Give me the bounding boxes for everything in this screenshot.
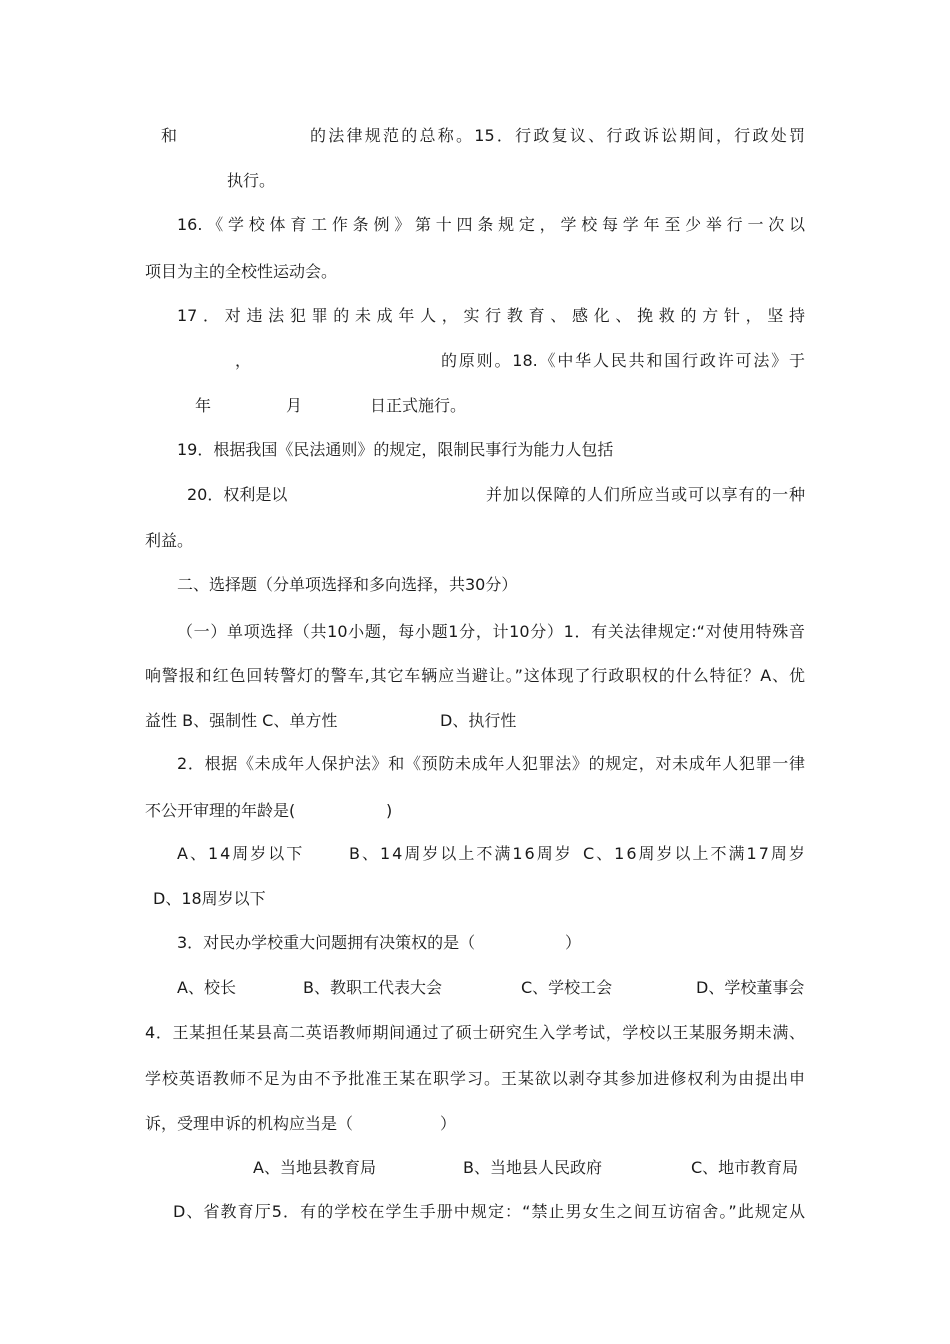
text-line-7-year: 年 xyxy=(195,396,212,415)
text-line-15: 2．根据《未成年人保护法》和《预防未成年人犯罪法》的规定，对未成年人犯罪一律 xyxy=(177,754,805,773)
text-line-7-month: 月 xyxy=(286,396,303,415)
option-a: A、14周岁以下 xyxy=(177,844,305,863)
text-line-19: 3．对民办学校重大问题拥有决策权的是（ xyxy=(177,933,476,952)
text-line-6: 的原则。18.《中华人民共和国行政许可法》于 xyxy=(441,351,805,370)
text-line-4: 项目为主的全校性运动会。 xyxy=(145,262,338,281)
option-c: C、地市教育局 xyxy=(691,1158,799,1177)
option-d: D、18周岁以下 xyxy=(153,889,266,908)
option-c: C、学校工会 xyxy=(521,978,613,997)
option-a: A、校长 xyxy=(177,978,236,997)
text-line-12: （一）单项选择（共10小题，每小题1分，计10分）1．有关法律规定:“对使用特殊音 xyxy=(177,622,805,641)
option-a: A、当地县教育局 xyxy=(253,1158,376,1177)
text-line-1-start: 和 xyxy=(161,126,178,145)
text-line-23-paren: ） xyxy=(440,1114,457,1133)
option-b: B、当地县人民政府 xyxy=(463,1158,602,1177)
text-line-9-start: 20．权利是以 xyxy=(187,485,288,504)
option-b: B、14周岁以上不满16周岁 xyxy=(349,844,573,863)
text-line-14-options: 益性 B、强制性 C、单方性 xyxy=(145,711,338,730)
text-line-16: 不公开审理的年龄是( xyxy=(145,801,296,820)
text-line-5: 17．对违法犯罪的未成年人，实行教育、感化、挽救的方针，坚持 xyxy=(177,306,805,325)
text-line-16-paren: ) xyxy=(386,801,393,820)
text-line-23: 诉，受理申诉的机构应当是（ xyxy=(145,1114,354,1133)
option-d: D、学校董事会 xyxy=(696,978,805,997)
option-b: B、教职工代表大会 xyxy=(303,978,442,997)
text-line-19-paren: ） xyxy=(565,933,582,952)
section-heading: 二、选择题（分单项选择和多向选择，共30分） xyxy=(177,575,518,594)
text-line-21: 4．王某担任某县高二英语教师期间通过了硕士研究生入学考试，学校以王某服务期未满、 xyxy=(145,1023,805,1042)
text-line-2: 执行。 xyxy=(227,171,276,190)
text-line-25: D、省教育厅5．有的学校在学生手册中规定：“禁止男女生之间互访宿舍。”此规定从 xyxy=(173,1202,805,1221)
text-line-13: 响警报和红色回转警灯的警车,其它车辆应当避让。”这体现了行政职权的什么特征？A、优 xyxy=(145,666,805,685)
text-line-10: 利益。 xyxy=(145,531,194,550)
text-line-8: 19．根据我国《民法通则》的规定，限制民事行为能力人包括 xyxy=(177,440,614,459)
text-line-6-comma: ， xyxy=(235,351,252,370)
text-line-14-option-d: D、执行性 xyxy=(440,711,517,730)
text-line-3: 16.《学校体育工作条例》第十四条规定，学校每学年至少举行一次以 xyxy=(177,215,805,234)
text-line-1: 的法律规范的总称。15．行政复议、行政诉讼期间，行政处罚 xyxy=(310,126,805,145)
text-line-9: 并加以保障的人们所应当或可以享有的一种 xyxy=(486,485,805,504)
option-c: C、16周岁以上不满17周岁 xyxy=(583,844,807,863)
text-line-7-day: 日正式施行。 xyxy=(370,396,467,415)
text-line-22: 学校英语教师不足为由不予批准王某在职学习。王某欲以剥夺其参加进修权利为由提出申 xyxy=(145,1069,805,1088)
